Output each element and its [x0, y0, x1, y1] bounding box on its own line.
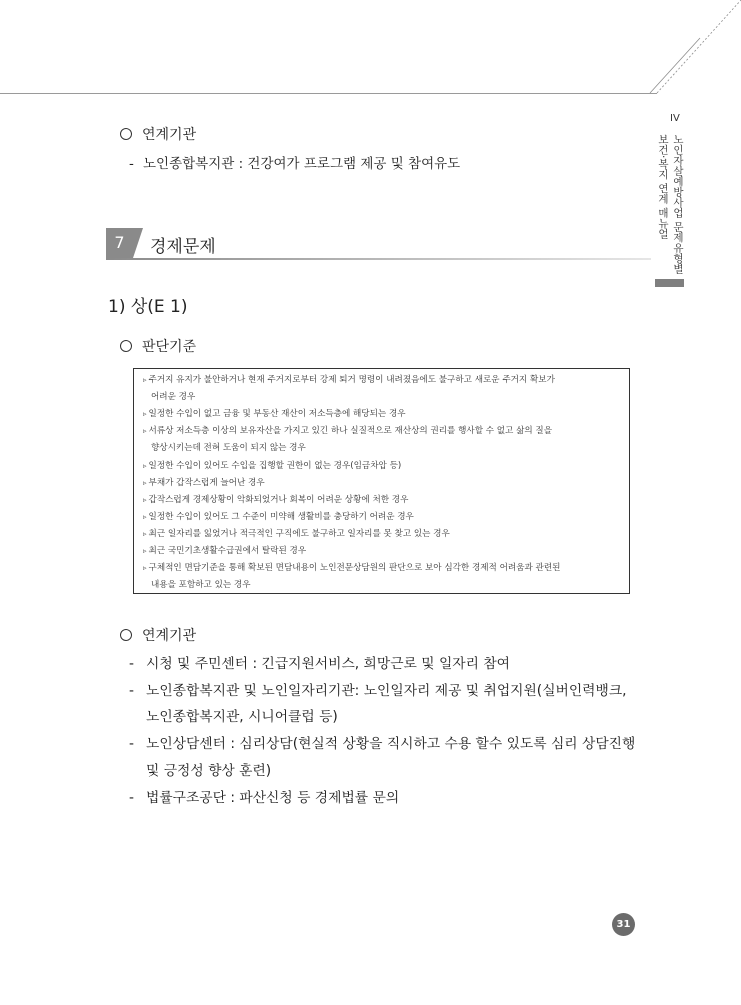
triangle-bullet-icon: ▹	[143, 529, 147, 538]
agency-item: 및 긍정성 향상 훈련)	[146, 763, 272, 779]
side-tab-marker	[655, 279, 684, 287]
criteria-item: ▹ 최근 일자리를 잃었거나 적극적인 구직에도 불구하고 일자리를 못 찾고 있는 경우	[143, 528, 450, 539]
header-diagonal-decoration	[640, 0, 741, 100]
top-agency-item: - 노인종합복지관 : 건강여가 프로그램 제공 및 참여유도	[129, 156, 461, 172]
subsection-title: 1) 상(E 1)	[108, 297, 188, 317]
triangle-bullet-icon: ▹	[143, 478, 147, 487]
criteria-item: ▹ 구체적인 면담기준을 통해 확보된 면담내용이 노인전문상담원의 판단으로 보아 심각한 경제적 어려움과 관련된	[143, 563, 561, 574]
side-tab-title-line2: 보건·복지 연계 매뉴얼	[657, 134, 669, 239]
criteria-heading: 판단기준	[120, 336, 196, 356]
section-badge-wedge	[133, 228, 143, 258]
criteria-item: 어려운 경우	[151, 392, 196, 403]
triangle-bullet-icon: ▹	[143, 427, 147, 436]
circle-bullet-icon	[120, 629, 132, 641]
criteria-item: ▹ 일정한 수입이 있어도 수입을 집행할 권한이 없는 경우(임금차압 등)	[143, 460, 402, 471]
agency-item: 노인종합복지관, 시니어클럽 등)	[146, 709, 338, 725]
criteria-item: 향상시키는데 전혀 도움이 되지 않는 경우	[151, 443, 306, 454]
criteria-item: ▹ 일정한 수입이 있어도 그 수준이 미약해 생활비를 충당하기 어려운 경우	[143, 511, 414, 522]
triangle-bullet-icon: ▹	[143, 376, 147, 384]
section-underline	[106, 258, 651, 260]
circle-bullet-icon	[120, 340, 132, 352]
section-title: 경제문제	[150, 237, 216, 257]
criteria-item: ▹ 주거지 유지가 불안하거나 현재 주거지로부터 강제 퇴거 명령이 내려졌음에도 불구하고 새로운 주거지 확보가	[143, 375, 555, 385]
page-number-badge: 31	[612, 913, 635, 936]
criteria-item: 내용을 포함하고 있는 경우	[151, 580, 251, 591]
agencies-heading: 연계기관	[120, 625, 196, 645]
top-agencies-heading: 연계기관	[120, 124, 196, 144]
criteria-item: ▹ 부채가 갑작스럽게 늘어난 경우	[143, 477, 265, 488]
triangle-bullet-icon: ▹	[143, 461, 147, 470]
criteria-item: ▹ 갑작스럽게 경제상황이 악화되었거나 회복이 어려운 상황에 처한 경우	[143, 494, 409, 505]
criteria-item: ▹ 최근 국민기초생활수급권에서 탈락된 경우	[143, 546, 307, 556]
chapter-roman-numeral: IV	[670, 113, 680, 124]
triangle-bullet-icon: ▹	[143, 512, 147, 521]
triangle-bullet-icon: ▹	[143, 547, 147, 555]
header-rule	[0, 93, 657, 94]
triangle-bullet-icon: ▹	[143, 495, 147, 504]
circle-bullet-icon	[120, 128, 132, 140]
agency-item: - 법률구조공단 : 파산신청 등 경제법률 문의	[129, 790, 400, 806]
side-tab-title-line1: 노인자살예방사업 문제유형별	[672, 134, 684, 274]
triangle-bullet-icon: ▹	[143, 410, 147, 419]
agency-item: - 노인상담센터 : 심리상담(현실적 상황을 직시하고 수용 할수 있도록 심리 상담진행	[129, 736, 636, 752]
agency-item: - 시청 및 주민센터 : 긴급지원서비스, 희망근로 및 일자리 참여	[129, 656, 510, 672]
criteria-item: ▹ 일정한 수입이 없고 금융 및 부동산 재산이 저소득층에 해당되는 경우	[143, 409, 406, 420]
section-number-badge: 7	[106, 228, 133, 258]
triangle-bullet-icon: ▹	[143, 564, 147, 573]
criteria-item: ▹ 서류상 저소득층 이상의 보유자산을 가지고 있긴 하나 실질적으로 재산상의 권리를 행사할 수 없고 삶의 질을	[143, 426, 553, 437]
agency-item: - 노인종합복지관 및 노인일자리기관: 노인일자리 제공 및 취업지원(실버인력뱅크,	[129, 683, 627, 699]
